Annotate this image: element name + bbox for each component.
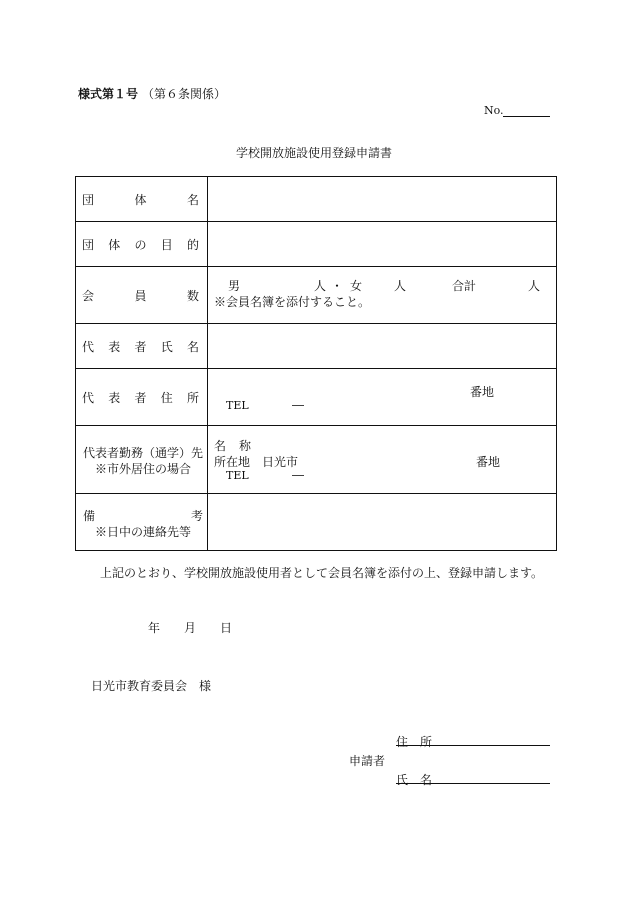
rep-address-field[interactable]	[208, 369, 557, 426]
statement-text: 上記のとおり、学校開放施設使用者として会員名簿を添付の上、登録申請します。	[100, 566, 544, 580]
applicant-label: 申請者	[349, 754, 386, 768]
label-char: 的	[186, 237, 199, 252]
label-rep-name	[76, 324, 208, 369]
label-char: 表	[108, 390, 121, 405]
row-group-purpose	[76, 222, 557, 267]
rep-address-banchi: 番地	[470, 385, 495, 399]
workplace-banchi: 番地	[476, 455, 501, 469]
applicant-address-label: 住 所	[396, 735, 433, 749]
label-char: 名	[186, 192, 199, 207]
no-label: No.	[484, 104, 504, 117]
row-remarks	[76, 494, 557, 551]
label-group-name	[76, 177, 208, 222]
page-title: 学校開放施設使用登録申請書	[236, 146, 393, 160]
label-rep-address	[76, 369, 208, 426]
total-unit: 人	[528, 279, 541, 293]
members-field[interactable]	[208, 267, 557, 324]
rep-address-tel: TEL	[226, 399, 249, 412]
remarks-note: ※日中の連絡先等	[95, 525, 192, 539]
workplace-location: 所在地 日光市	[214, 455, 299, 469]
remarks-char: 考	[191, 509, 204, 523]
label-char: 数	[186, 288, 199, 303]
remarks-field[interactable]	[208, 494, 557, 551]
label-char: 住	[160, 390, 173, 405]
date-year: 年	[148, 621, 161, 635]
applicant-name-label: 氏 名	[396, 773, 433, 787]
remarks-char: 備	[83, 509, 96, 523]
label-char: 代	[82, 390, 95, 405]
workplace-name-char: 名	[214, 439, 227, 453]
no-field[interactable]	[503, 116, 550, 117]
label-workplace	[76, 426, 208, 494]
total-label: 合計	[452, 279, 477, 293]
members-note: ※会員名簿を添付すること。	[214, 295, 371, 309]
workplace-note: ※市外居住の場合	[95, 462, 192, 476]
label-char: 名	[186, 339, 199, 354]
row-group-name	[76, 177, 557, 222]
label-members	[76, 267, 208, 324]
row-members	[76, 267, 557, 324]
separator-dot: ・	[331, 279, 344, 293]
rep-address-tel-dash: ―	[292, 398, 304, 412]
label-char: 者	[134, 390, 147, 405]
label-char: 団	[82, 237, 95, 252]
form-relation: （第６条関係）	[142, 87, 227, 101]
female-label: 女	[350, 279, 363, 293]
label-remarks	[76, 494, 208, 551]
rep-name-field[interactable]	[208, 324, 557, 369]
date-day: 日	[220, 621, 233, 635]
label-char: 体	[134, 192, 147, 207]
male-unit: 人	[314, 279, 327, 293]
label-char: 員	[134, 288, 147, 303]
male-label: 男	[228, 279, 241, 293]
label-char: 目	[160, 237, 173, 252]
label-char: 者	[134, 339, 147, 354]
label-char: 会	[82, 288, 95, 303]
workplace-label: 代表者勤務（通学）先	[83, 446, 204, 460]
row-workplace	[76, 426, 557, 494]
label-group-purpose	[76, 222, 208, 267]
workplace-tel-dash: ―	[292, 468, 304, 482]
group-purpose-field[interactable]	[208, 222, 557, 267]
group-name-field[interactable]	[208, 177, 557, 222]
label-char: 氏	[160, 339, 173, 354]
addressee: 日光市教育委員会 様	[91, 679, 212, 693]
label-char: 代	[82, 339, 95, 354]
row-rep-name	[76, 324, 557, 369]
workplace-name-char: 称	[239, 439, 252, 453]
workplace-tel: TEL	[226, 469, 249, 482]
female-unit: 人	[394, 279, 407, 293]
registration-form-table	[75, 176, 557, 551]
date-month: 月	[184, 621, 197, 635]
workplace-field[interactable]	[208, 426, 557, 494]
form-number: 様式第１号	[78, 87, 139, 101]
applicant-name-field[interactable]	[396, 783, 550, 784]
applicant-address-field[interactable]	[396, 745, 550, 746]
label-char: 表	[108, 339, 121, 354]
label-char: 体	[108, 237, 121, 252]
label-char: の	[134, 237, 147, 252]
label-char: 所	[186, 390, 199, 405]
row-rep-address	[76, 369, 557, 426]
label-char: 団	[82, 192, 95, 207]
